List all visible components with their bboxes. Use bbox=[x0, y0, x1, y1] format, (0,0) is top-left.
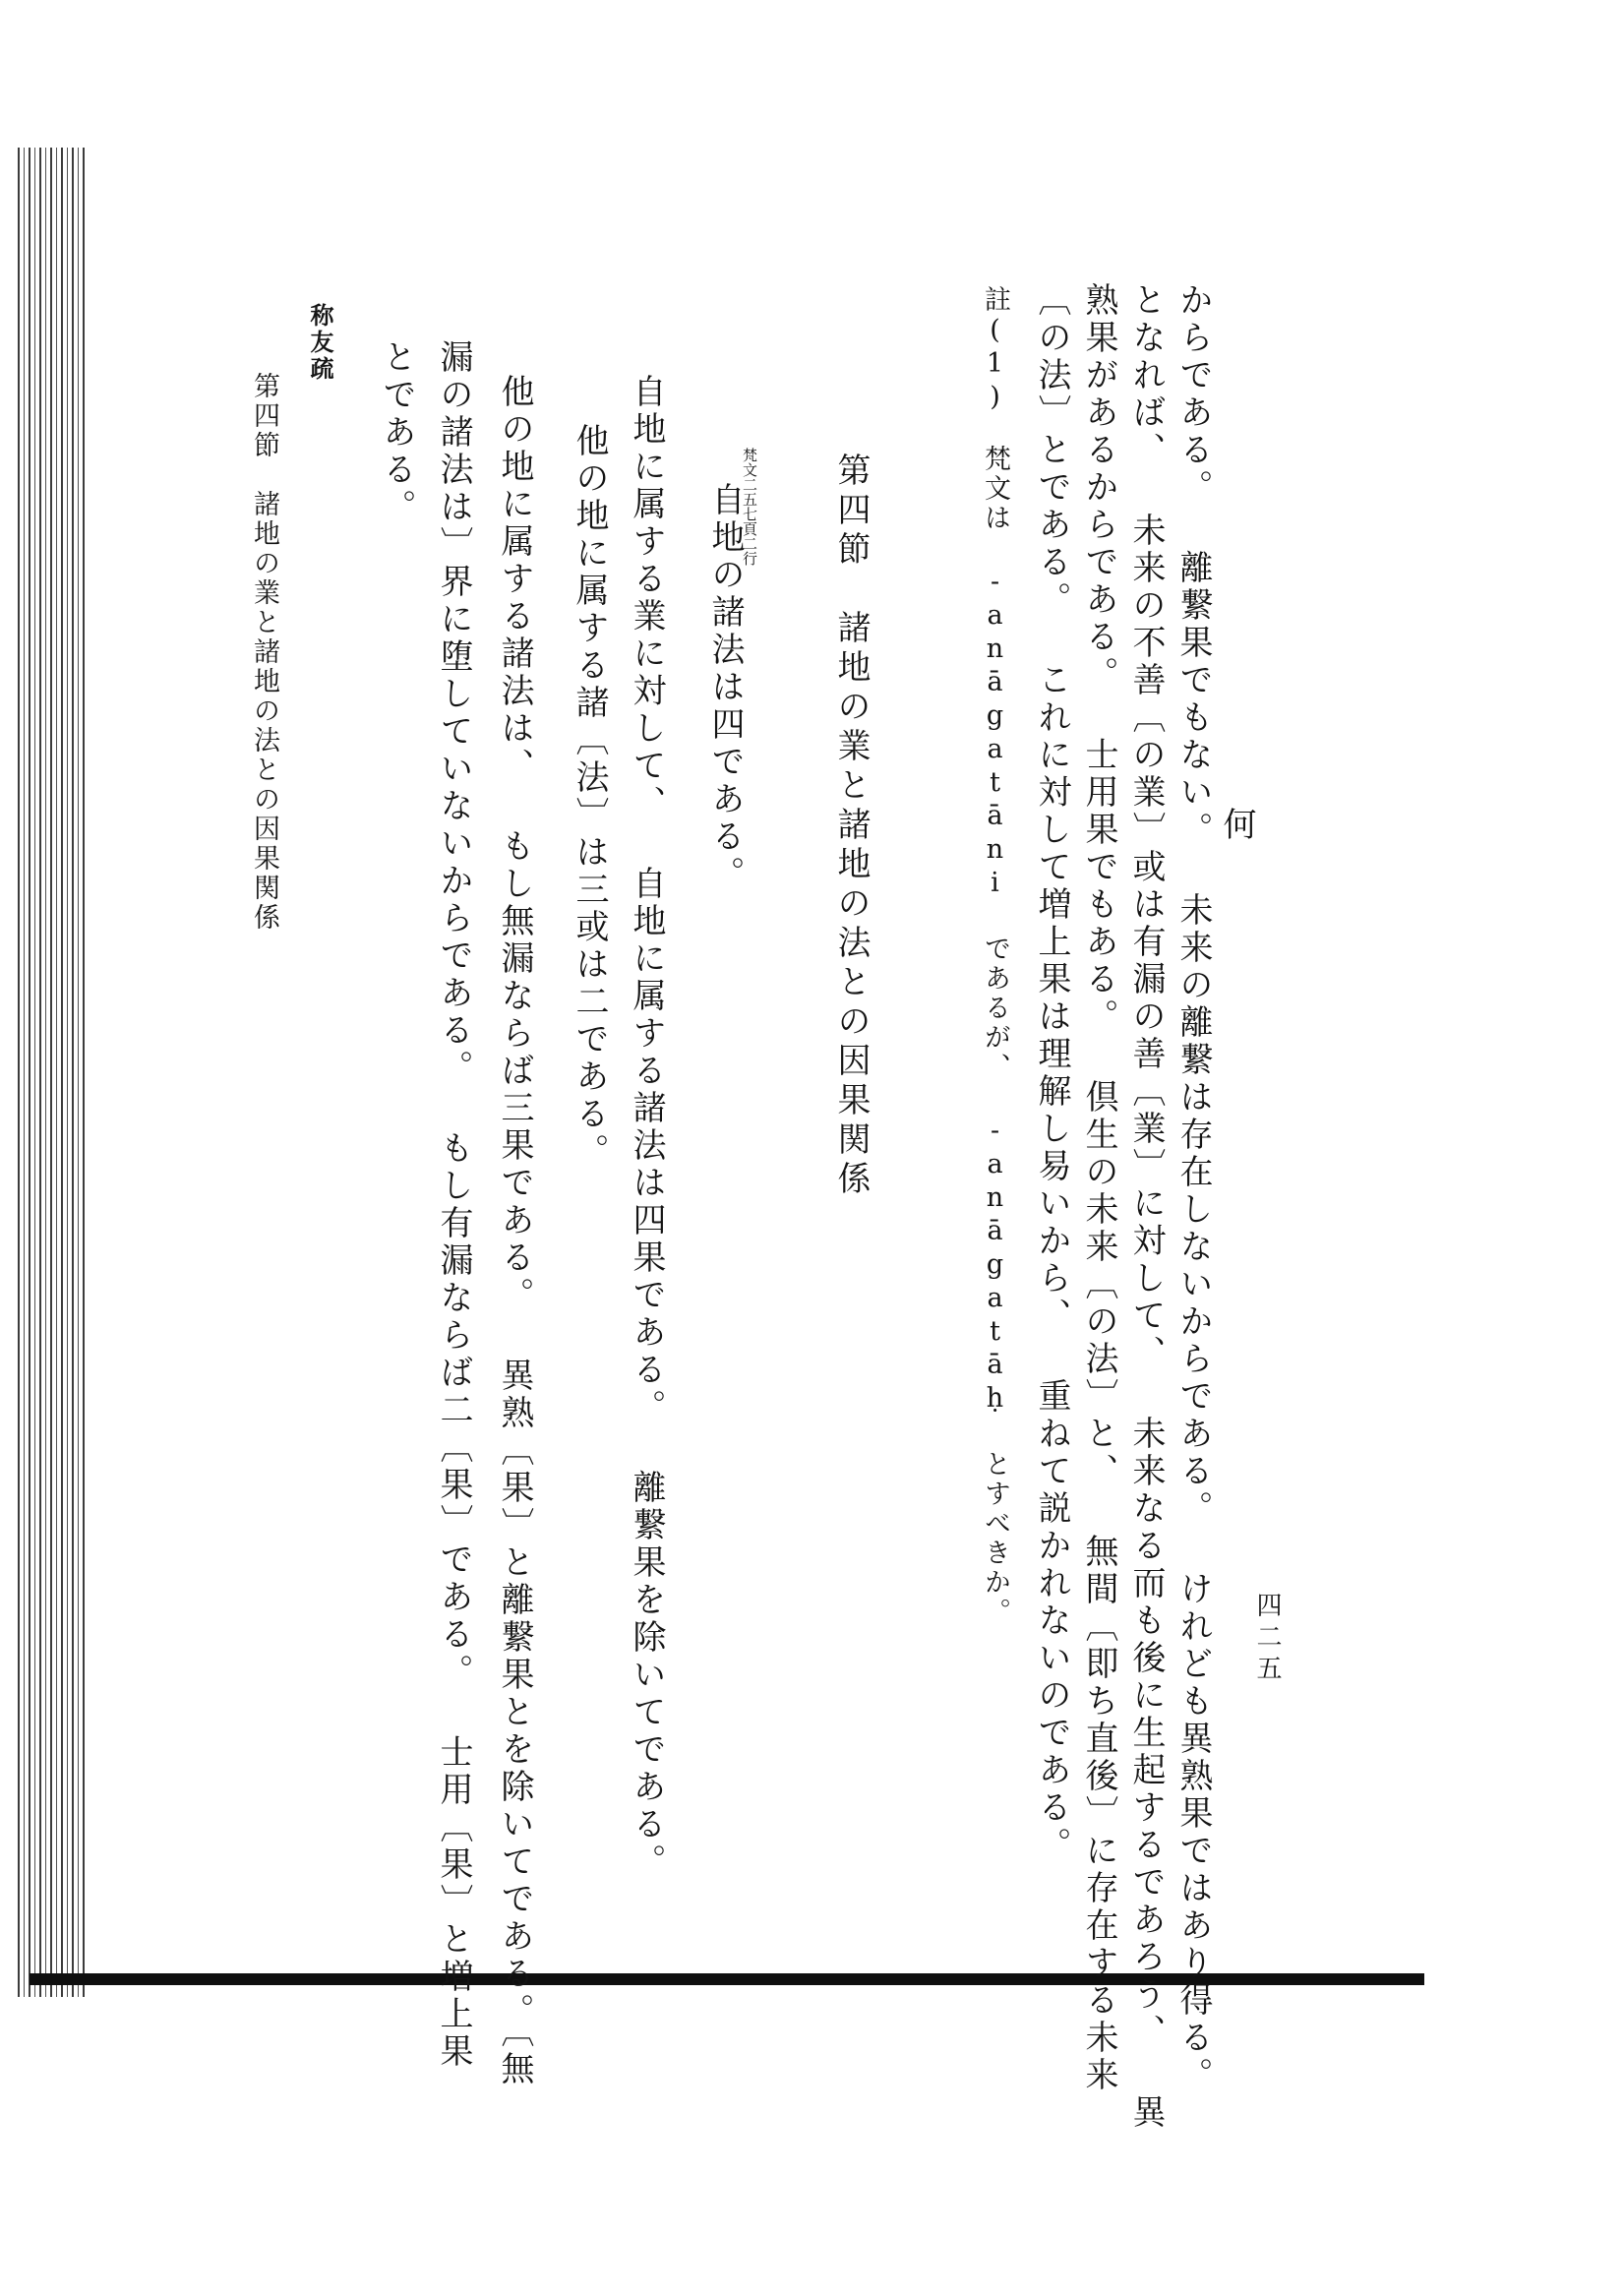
text-line-fragment: 何 bbox=[1217, 807, 1256, 844]
footnote-text: 梵文は -anāgatāni であるが、 -anāgatāḥ とすべきか。 bbox=[980, 445, 1010, 1627]
verse-line: 自地の諸法は四である。 bbox=[705, 482, 745, 893]
section-heading: 第四節 諸地の業と諸地の法との因果関係 bbox=[831, 453, 871, 1200]
text-line: 〔の法〕とである。 これに対して増上果は理解し易いから、 重ねて説かれないのである。 bbox=[1032, 282, 1071, 1864]
text-line: からである。 離繋果でもない。 未来の離繋は存在しないからである。 けれども異熟果ではあり得る。 bbox=[1173, 282, 1213, 2094]
running-head-book: 称友疏 bbox=[306, 303, 334, 383]
commentary-line: とである。 bbox=[377, 339, 416, 526]
source-reference: 梵文二五七頁二行 bbox=[741, 448, 758, 566]
bottom-rule bbox=[30, 1973, 1424, 1985]
commentary-line: 他の地に属する諸〔法〕は三或は二である。 bbox=[570, 423, 609, 1171]
text-line: となれば、 未来の不善〔の業〕或は有漏の善〔業〕に対して、 未来なる而も後に生起するであろう、 異 bbox=[1126, 282, 1166, 2132]
text-line: 熟果があるからである。 士用果でもある。 倶生の未来〔の法〕と、 無間〔即ち直後〕に存在する未来 bbox=[1079, 282, 1118, 2094]
commentary-line: 漏の諸法は〕界に堕していないからである。 もし有漏ならば二〔果〕である。 士用〔果〕と増上果 bbox=[434, 339, 473, 2071]
commentary-line: 自地に属する業に対して、 自地に属する諸法は四果である。 離繋果を除いてである。 bbox=[627, 374, 666, 1881]
footnote bbox=[982, 285, 1008, 1627]
binding-edge bbox=[18, 148, 87, 1997]
running-head-section: 第四節 諸地の業と諸地の法との因果関係 bbox=[249, 372, 279, 933]
page-number: 四二五 bbox=[1252, 1592, 1282, 1686]
commentary-line: 他の地に属する諸法は、 もし無漏ならば三果である。 異熟〔果〕と離繋果とを除いてである。〔無 bbox=[495, 374, 534, 2088]
footnote-label: 註(1) bbox=[980, 285, 1010, 415]
